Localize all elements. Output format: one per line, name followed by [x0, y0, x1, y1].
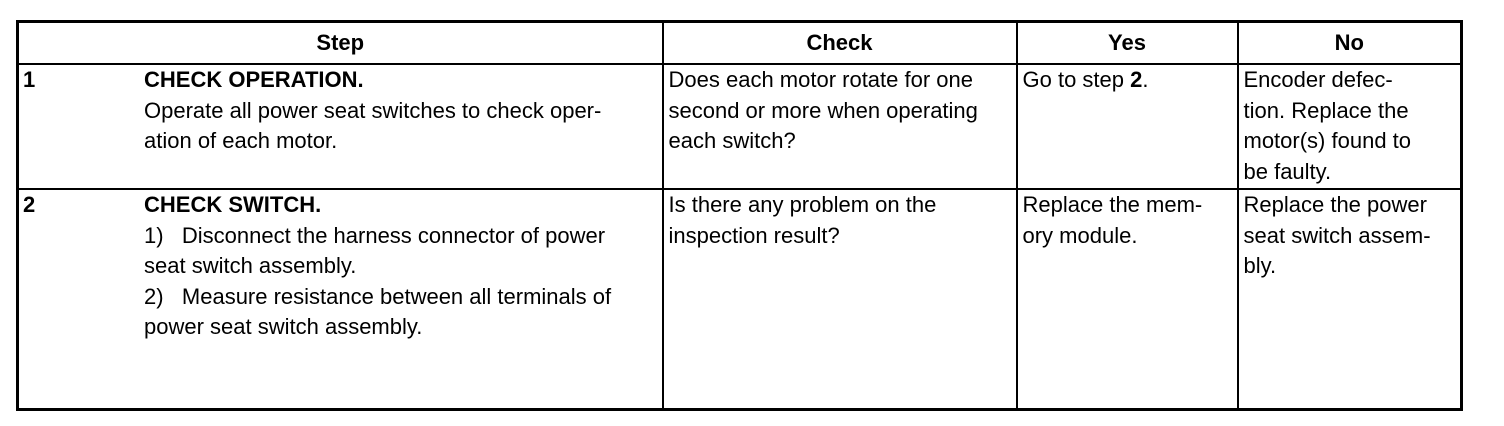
- yes-text-line: Replace the mem-: [1022, 192, 1203, 217]
- yes-text: Go to step: [1022, 67, 1131, 92]
- header-step: Step: [18, 22, 663, 65]
- yes-step-link: 2: [1130, 67, 1143, 92]
- step-text-line: Operate all power seat switches to check oper-: [144, 97, 602, 123]
- no-cell: [1238, 64, 1462, 189]
- check-text-line: second or more when operating: [668, 97, 978, 123]
- header-row: [18, 22, 1462, 65]
- yes-text-line: ory module.: [1022, 222, 1138, 248]
- step-cell: [18, 64, 663, 189]
- table-row: [18, 189, 1462, 410]
- yes-cell: [1017, 64, 1238, 189]
- step-cell: [18, 189, 663, 410]
- no-cell: [1238, 189, 1462, 410]
- no-text-line: be faulty.: [1243, 158, 1332, 184]
- yes-text-suffix: .: [1142, 67, 1149, 92]
- no-text-line: Replace the power: [1243, 192, 1427, 217]
- check-text-line: each switch?: [668, 128, 796, 153]
- header-check: Check: [663, 22, 1017, 65]
- step-title: CHECK SWITCH.: [144, 192, 322, 217]
- check-text-line: Does each motor rotate for one: [668, 67, 973, 92]
- no-text-line: bly.: [1243, 253, 1277, 278]
- step-text-line: 2) Measure resistance between all terminals of: [144, 283, 612, 309]
- no-text-line: Encoder defec-: [1243, 67, 1393, 92]
- step-text-line: seat switch assembly.: [144, 253, 357, 278]
- step-text-line: 1) Disconnect the harness connector of power: [144, 222, 606, 248]
- table-row: [18, 64, 1462, 189]
- no-text-line: seat switch assem-: [1243, 222, 1431, 248]
- troubleshooting-table: [16, 20, 1463, 411]
- check-text-line: inspection result?: [668, 222, 840, 248]
- no-text-line: tion. Replace the: [1243, 97, 1409, 123]
- step-title: CHECK OPERATION.: [144, 67, 364, 92]
- header-yes: Yes: [1017, 22, 1238, 65]
- step-text-line: power seat switch assembly.: [144, 314, 423, 339]
- step-number: 1: [23, 67, 36, 92]
- check-cell: [663, 189, 1017, 410]
- header-no: No: [1238, 22, 1462, 65]
- step-number: 2: [23, 192, 36, 217]
- check-cell: [663, 64, 1017, 189]
- yes-cell: [1017, 189, 1238, 410]
- check-text-line: Is there any problem on the: [668, 192, 937, 217]
- step-text-line: ation of each motor.: [144, 128, 338, 153]
- no-text-line: motor(s) found to: [1243, 128, 1412, 153]
